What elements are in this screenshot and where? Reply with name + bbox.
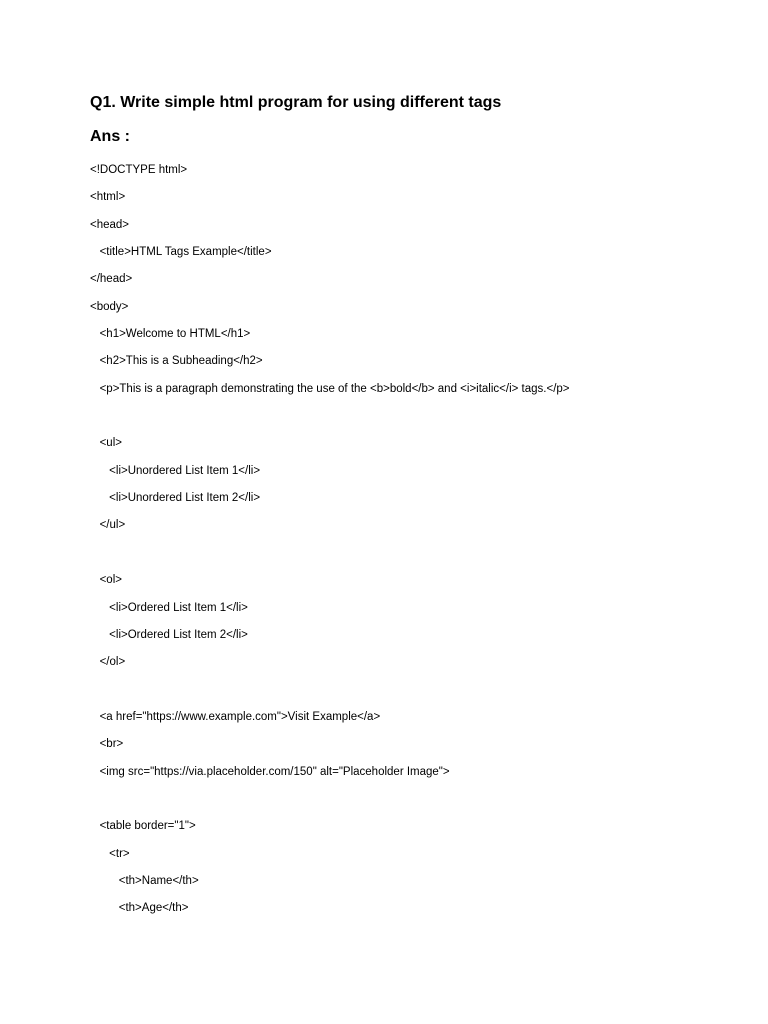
code-line: <li>Unordered List Item 2</li> <box>90 492 261 505</box>
code-line: <head> <box>90 218 130 231</box>
code-line: </ol> <box>90 656 126 669</box>
code-line: <th>Age</th> <box>90 902 189 915</box>
code-line <box>90 408 570 435</box>
code-line: <ol> <box>90 574 122 587</box>
code-line: <table border="1"> <box>90 820 196 833</box>
code-line: </head> <box>90 273 133 286</box>
code-line: <body> <box>90 300 129 313</box>
code-line <box>90 682 570 709</box>
code-line: <html> <box>90 191 126 204</box>
code-line: <img src="https://via.placeholder.com/150" alt="Placeholder Image"> <box>90 765 450 778</box>
code-line: <!DOCTYPE html> <box>90 164 188 176</box>
code-line: <title>HTML Tags Example</title> <box>90 246 272 259</box>
question-heading: Q1. Write simple html program for using different tags <box>90 94 502 111</box>
code-line <box>90 791 570 818</box>
code-line: <li>Ordered List Item 2</li> <box>90 628 248 641</box>
code-line: <th>Name</th> <box>90 874 199 887</box>
code-listing <box>90 162 570 928</box>
code-line: </ul> <box>90 519 126 532</box>
code-line: <p>This is a paragraph demonstrating the use of the <b>bold</b> and <i>italic</i> tags.</p> <box>90 382 570 395</box>
code-line: <li>Unordered List Item 1</li> <box>90 464 261 477</box>
code-line: <br> <box>90 738 124 751</box>
code-line: <h1>Welcome to HTML</h1> <box>90 328 251 341</box>
code-line: <ul> <box>90 437 122 450</box>
answer-label: Ans : <box>90 128 130 145</box>
code-line: <tr> <box>90 847 130 860</box>
code-line <box>90 545 570 572</box>
code-line: <a href="https://www.example.com">Visit Example</a> <box>90 710 381 723</box>
code-line: <li>Ordered List Item 1</li> <box>90 601 248 614</box>
code-line: <h2>This is a Subheading</h2> <box>90 355 263 368</box>
